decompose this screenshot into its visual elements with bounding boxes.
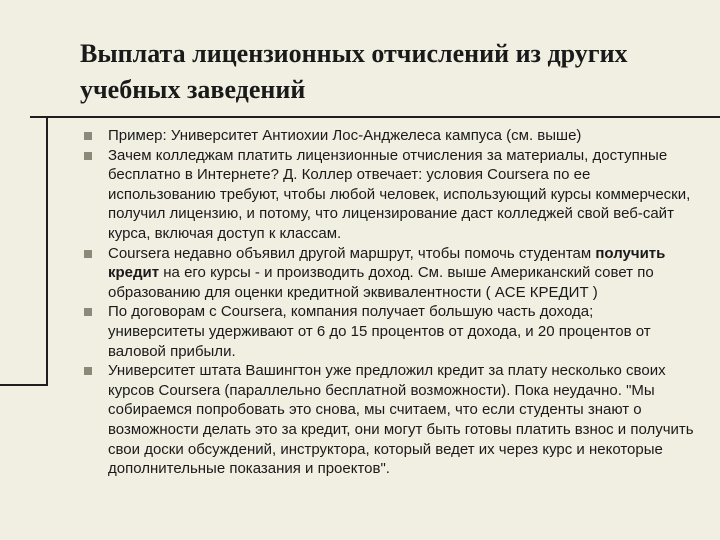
bullet-item bbox=[84, 361, 694, 479]
title-divider bbox=[30, 116, 720, 118]
bullet-text: По договорам с Coursera, компания получает большую часть дохода; университеты удерживают от 6 до 15 процентов от дохода, и 20 процентов от валовой прибыли. bbox=[108, 303, 651, 360]
bullet-text: Университет штата Вашингтон уже предложил кредит за плату несколько своих курсов Coursera (параллельно бесплатной возможности). Пока неудачно. "Мы собираемся попробовать это снова, мы считаем, что если студенты знают о возможности делать это за кредит, они могут быть готовы платить взнос и получить свои доски обсуждений, инструктора, который ведет их через курс и некоторые дополнительные показания и проектов". bbox=[108, 362, 694, 478]
bullet-list bbox=[84, 126, 694, 479]
bullet-text-start: Coursera недавно объявил другой маршрут, чтобы помочь студентам bbox=[108, 244, 596, 262]
bullet-item bbox=[84, 302, 694, 361]
left-frame-decoration bbox=[0, 118, 48, 386]
bullet-text: Зачем колледжам платить лицензионные отчисления за материалы, доступные бесплатно в Интернете? Д. Коллер отвечает: условия Coursera по ее использованию требуют, чтобы любой человек, использующий курсы коммерчески, получил лицензию, и потому, что лицензирование даст колледжей свой веб-сайт курса, включая доступ к классам. bbox=[108, 146, 691, 242]
bullet-text-end: на его курсы - и производить доход. См. выше Американский совет по образованию для оценки кредитной эквивалентности ( ACE КРЕДИТ ) bbox=[108, 264, 654, 301]
bullet-text-emphasis: получить кредит bbox=[108, 244, 666, 282]
square-bullet-icon bbox=[84, 308, 92, 316]
square-bullet-icon bbox=[84, 132, 92, 140]
bullet-item bbox=[84, 126, 694, 146]
square-bullet-icon bbox=[84, 367, 92, 375]
square-bullet-icon bbox=[84, 152, 92, 160]
bullet-text: Пример: Университет Антиохии Лос-Анджелеса кампуса (см. выше) bbox=[108, 127, 582, 144]
bullet-item bbox=[84, 146, 694, 244]
square-bullet-icon bbox=[84, 250, 92, 258]
bullet-item bbox=[84, 244, 694, 303]
slide-title: Выплата лицензионных отчислений из других учебных заведений bbox=[80, 39, 628, 104]
